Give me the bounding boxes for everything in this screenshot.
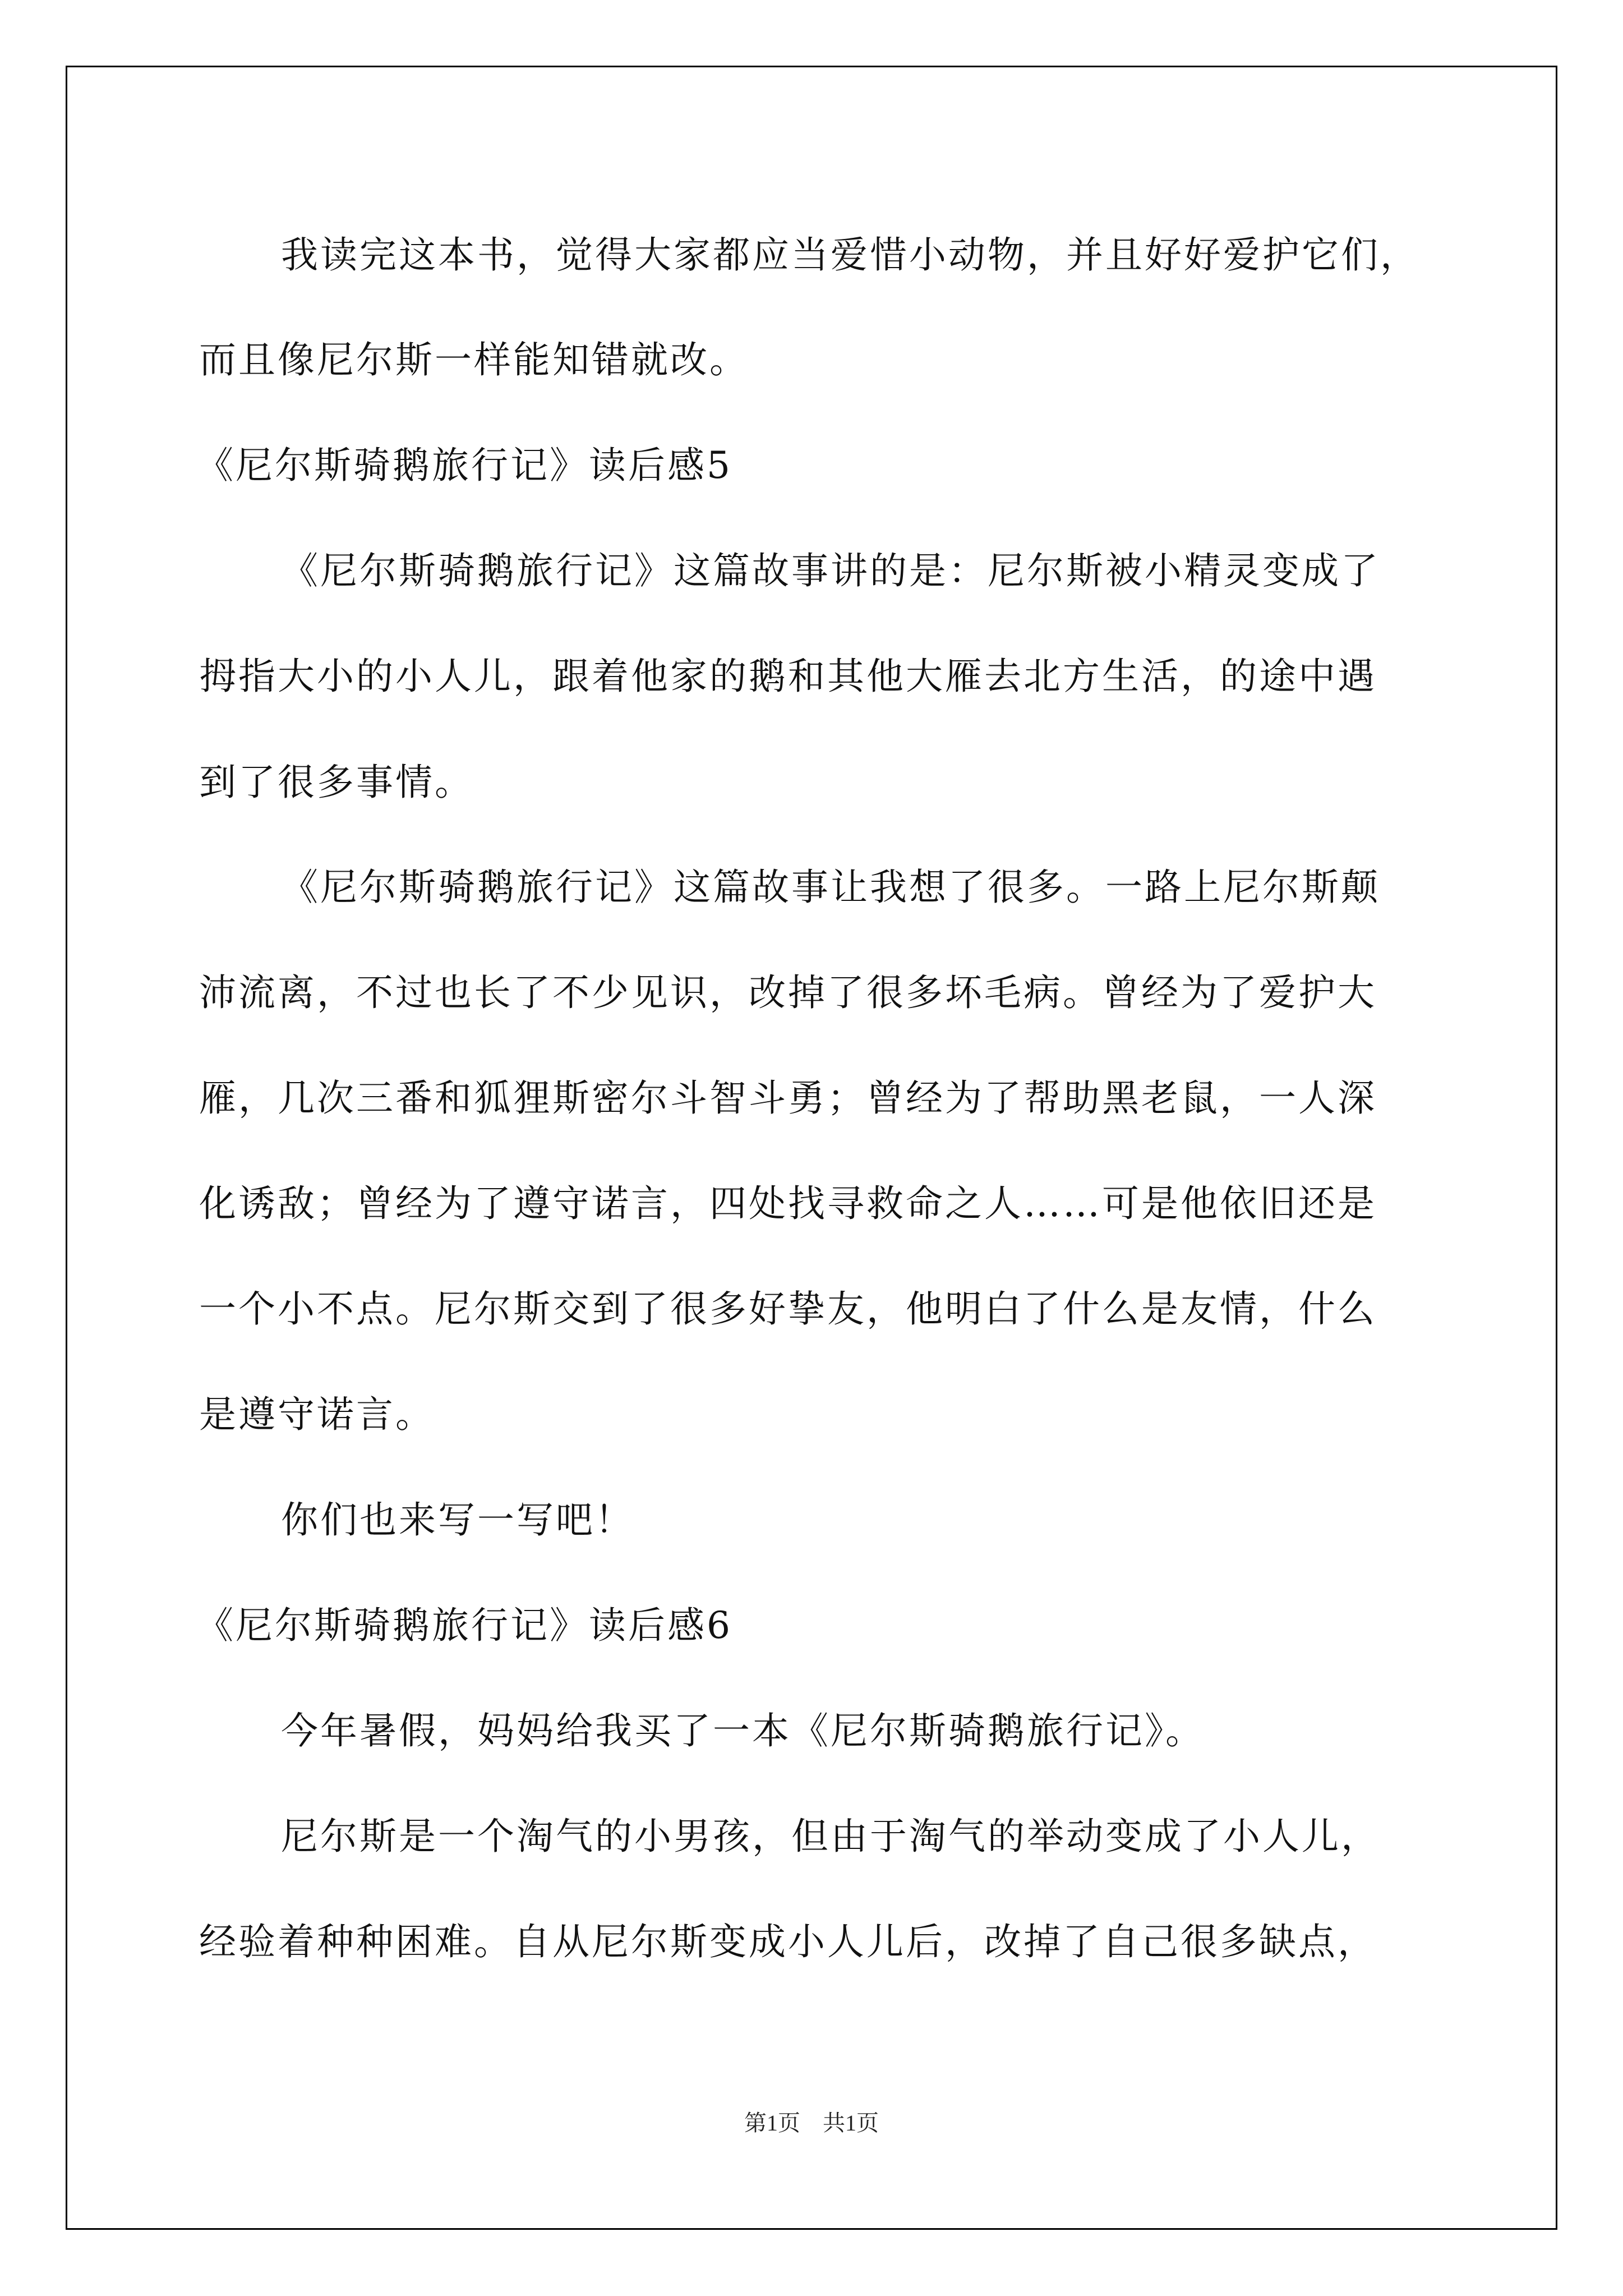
paragraph-line: 而且像尼尔斯一样能知错就改。 xyxy=(199,338,749,381)
paragraph-line: 一个小不点。尼尔斯交到了很多好挚友，他明白了什么是友情，什么 xyxy=(199,1287,1377,1331)
page-footer: 第1页 共1页 xyxy=(744,2110,879,2136)
paragraph-line: 《尼尔斯骑鹅旅行记》这篇故事讲的是：尼尔斯被小精灵变成了 xyxy=(281,549,1380,592)
paragraph-line: 化诱敌；曾经为了遵守诺言，四处找寻救命之人……可是他依旧还是 xyxy=(199,1182,1377,1225)
paragraph-line: 到了很多事情。 xyxy=(199,761,474,804)
section-heading: 《尼尔斯骑鹅旅行记》读后感6 xyxy=(196,1604,732,1647)
paragraph-line: 今年暑假，妈妈给我买了一本《尼尔斯骑鹅旅行记》。 xyxy=(281,1709,1205,1752)
paragraph-line: 你们也来写一写吧！ xyxy=(281,1498,634,1542)
section-heading: 《尼尔斯骑鹅旅行记》读后感5 xyxy=(196,444,732,487)
page-border xyxy=(66,66,1557,2230)
paragraph-line: 拇指大小的小人儿，跟着他家的鹅和其他大雁去北方生活，的途中遇 xyxy=(199,655,1377,698)
paragraph-line: 尼尔斯是一个淘气的小男孩，但由于淘气的举动变成了小人儿， xyxy=(281,1815,1380,1858)
paragraph-line: 是遵守诺言。 xyxy=(199,1393,435,1436)
paragraph-line: 《尼尔斯骑鹅旅行记》这篇故事让我想了很多。一路上尼尔斯颠 xyxy=(281,866,1380,909)
paragraph-line: 沛流离，不过也长了不少见识，改掉了很多坏毛病。曾经为了爱护大 xyxy=(199,971,1377,1014)
paragraph-line: 我读完这本书，觉得大家都应当爱惜小动物，并且好好爱护它们， xyxy=(281,233,1419,277)
paragraph-line: 雁，几次三番和狐狸斯密尔斗智斗勇；曾经为了帮助黑老鼠，一人深 xyxy=(199,1076,1377,1120)
paragraph-line: 经验着种种困难。自从尼尔斯变成小人儿后，改掉了自己很多缺点， xyxy=(199,1920,1377,1963)
